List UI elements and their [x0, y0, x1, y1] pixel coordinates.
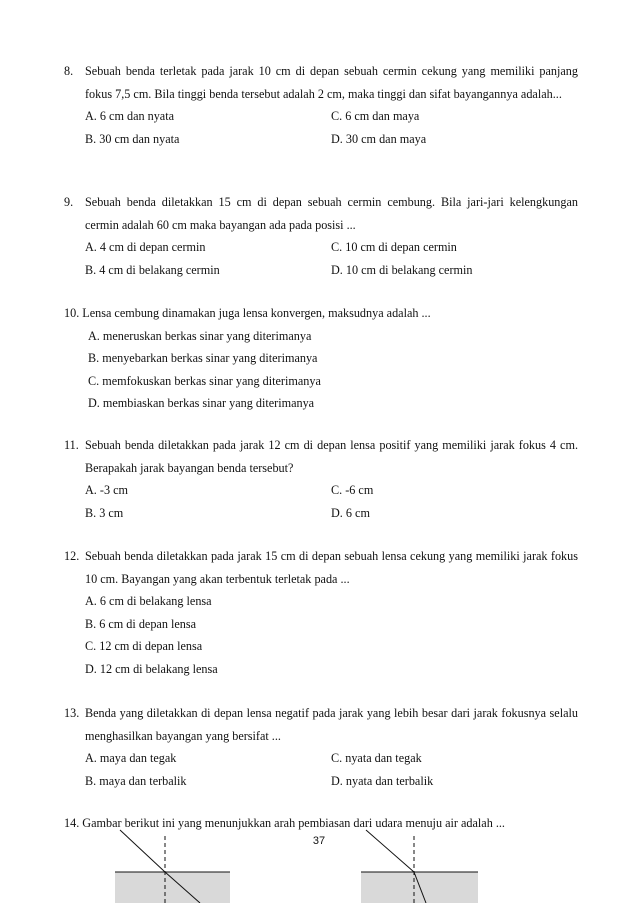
option-d[interactable]: D. 10 cm di belakang cermin: [331, 262, 473, 277]
option-b[interactable]: B. 30 cm dan nyata: [85, 131, 180, 146]
options-row: [64, 105, 578, 128]
option-a[interactable]: A. -3 cm: [85, 483, 128, 497]
option-a[interactable]: A. maya dan tegak: [85, 751, 177, 765]
page-number: 37: [312, 835, 326, 847]
option-d[interactable]: D. nyata dan terbalik: [331, 773, 434, 788]
option-b[interactable]: B. 4 cm di belakang cermin: [85, 262, 220, 277]
option-c[interactable]: C. 10 cm di depan cermin: [331, 240, 457, 254]
option-c[interactable]: C. 6 cm dan maya: [331, 109, 420, 123]
question-text: Benda yang diletakkan di depan lensa negatif pada jarak yang lebih besar dari jarak fokusnya selalu menghasilkan bayangan yang bersifat ...: [85, 706, 578, 743]
option-b[interactable]: B. menyebarkan berkas sinar yang diterimanya: [88, 351, 318, 365]
options-row: [64, 479, 578, 502]
option-a[interactable]: A. meneruskan berkas sinar yang diterimanya: [88, 328, 312, 343]
question-10-stem: [64, 302, 578, 325]
option-c[interactable]: C. -6 cm: [331, 483, 374, 497]
question-text: Sebuah benda diletakkan 15 cm di depan sebuah cermin cembung. Bila jari-jari kelengkungan cermin adalah 60 cm maka bayangan ada pada posisi ...: [85, 195, 578, 232]
option-d[interactable]: D. 6 cm: [331, 505, 370, 520]
question-11-stem: [64, 434, 578, 479]
option-c[interactable]: C. 12 cm di depan lensa: [85, 639, 203, 653]
question-number: 12.: [64, 549, 80, 563]
question-8: [64, 60, 578, 150]
option-a[interactable]: A. 4 cm di depan cermin: [85, 240, 206, 254]
question-number: 8.: [64, 64, 74, 78]
question-text: Sebuah benda diletakkan pada jarak 15 cm di depan sebuah lensa cekung yang memiliki jarak fokus 10 cm. Bayangan yang akan terbentuk terletak pada ...: [85, 549, 578, 586]
option-a[interactable]: A. 6 cm di belakang lensa: [85, 594, 212, 608]
question-13-stem: [64, 702, 578, 747]
question-12: [64, 545, 578, 680]
question-number: 11.: [64, 438, 79, 452]
question-text: Gambar berikut ini yang menunjukkan arah pembiasan dari udara menuju air adalah ...: [82, 816, 505, 830]
question-text: Lensa cembung dinamakan juga lensa konvergen, maksudnya adalah ...: [82, 306, 431, 320]
question-number: 9.: [64, 195, 74, 209]
water-area: [115, 872, 230, 903]
question-10: [64, 302, 578, 415]
question-13: [64, 702, 578, 792]
option-d[interactable]: D. 12 cm di belakang lensa: [85, 661, 218, 676]
option-b[interactable]: B. 6 cm di depan lensa: [85, 616, 197, 631]
options-row: [64, 747, 578, 770]
options-row: [64, 259, 578, 282]
options-row: [64, 236, 578, 259]
option-c[interactable]: C. nyata dan tegak: [331, 751, 422, 765]
question-9-stem: [64, 191, 578, 236]
option-b[interactable]: B. maya dan terbalik: [85, 773, 187, 788]
options-row: [64, 128, 578, 151]
options-row: [64, 770, 578, 793]
question-text: Sebuah benda terletak pada jarak 10 cm di depan sebuah cermin cekung yang memiliki panjang fokus 7,5 cm. Bila tinggi benda tersebut adalah 2 cm, maka tinggi dan sifat bayangannya adalah...: [85, 64, 578, 101]
question-number: 10.: [64, 306, 80, 320]
question-8-stem: [64, 60, 578, 105]
option-d[interactable]: D. membiaskan berkas sinar yang diterimanya: [88, 396, 315, 410]
option-a[interactable]: A. 6 cm dan nyata: [85, 109, 175, 123]
question-11: [64, 434, 578, 524]
options-row: [64, 502, 578, 525]
options-list: [64, 590, 578, 680]
question-text: Sebuah benda diletakkan pada jarak 12 cm di depan lensa positif yang memiliki jarak fokus 4 cm. Berapakah jarak bayangan benda tersebut?: [85, 438, 578, 475]
question-number: 14.: [64, 816, 80, 830]
option-c[interactable]: C. memfokuskan berkas sinar yang diterimanya: [88, 373, 321, 388]
option-d[interactable]: D. 30 cm dan maya: [331, 131, 427, 146]
question-number: 13.: [64, 706, 80, 720]
question-9: [64, 191, 578, 281]
option-b[interactable]: B. 3 cm: [85, 505, 124, 520]
options-list: [64, 325, 578, 415]
question-12-stem: [64, 545, 578, 590]
